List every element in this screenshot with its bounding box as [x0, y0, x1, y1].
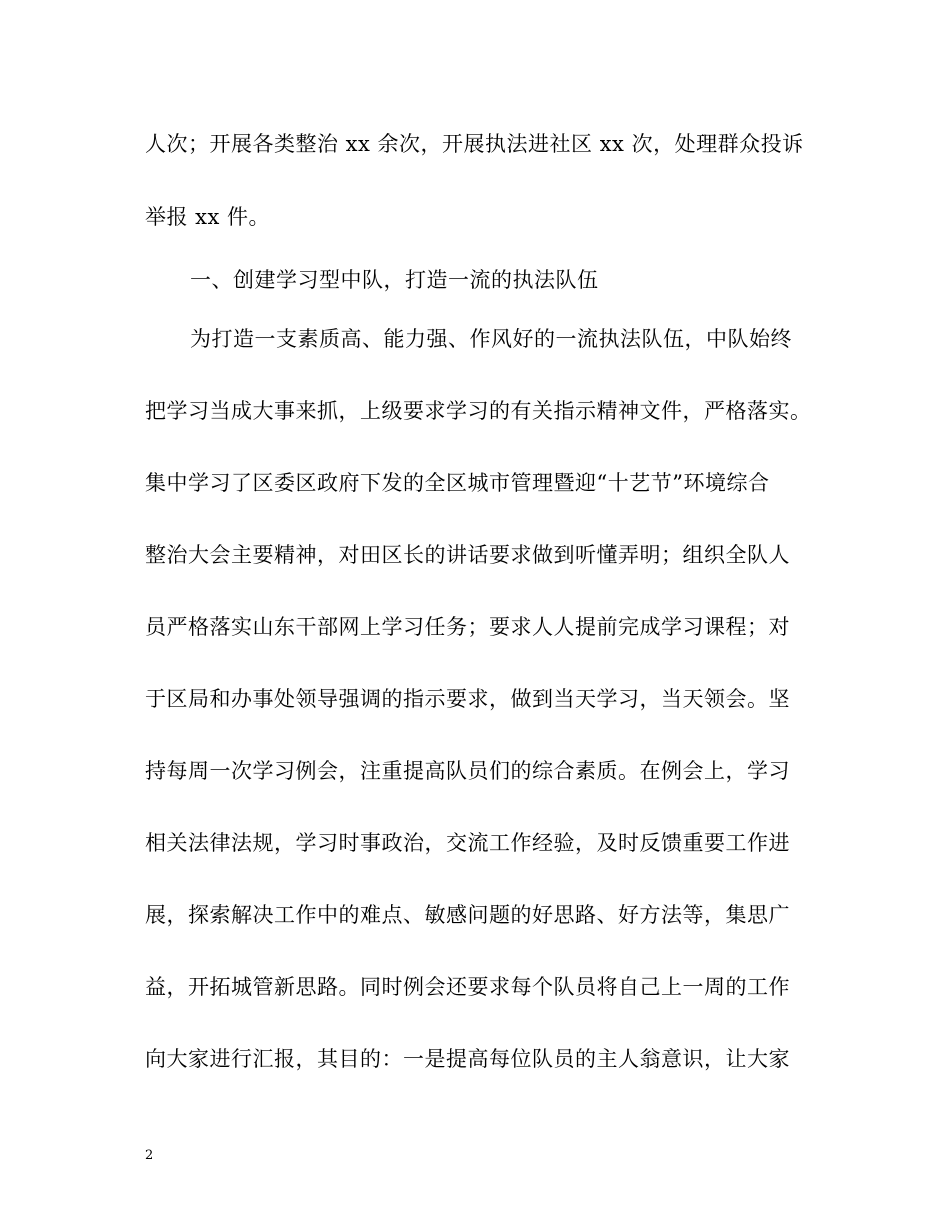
text-line: 举报 xx 件。	[145, 205, 271, 229]
text-line: 于区局和办事处领导强调的指示要求，做到当天学习，当天领会。坚	[145, 687, 790, 711]
text-line: 益，开拓城管新思路。同时例会还要求每个队员将自己上一周的工作	[145, 975, 790, 999]
section-heading: 一、创建学习型中队，打造一流的执法队伍	[190, 268, 599, 292]
text-line: 相关法律法规，学习时事政治，交流工作经验，及时反馈重要工作进	[145, 831, 790, 855]
text-line: 把学习当成大事来抓，上级要求学习的有关指示精神文件，严格落实。	[145, 399, 812, 423]
text-line: 持每周一次学习例会，注重提高队员们的综合素质。在例会上，学习	[145, 759, 790, 783]
text-line: 人次；开展各类整治 xx 余次，开展执法进社区 xx 次，处理群众投诉	[145, 132, 804, 156]
text-line: 为打造一支素质高、能力强、作风好的一流执法队伍，中队始终	[190, 327, 792, 351]
text-line: 员严格落实山东干部网上学习任务；要求人人提前完成学习课程；对	[145, 615, 790, 639]
text-line: 向大家进行汇报，其目的：一是提高每位队员的主人翁意识，让大家	[145, 1047, 790, 1071]
page-number: 2	[145, 1148, 154, 1163]
text-line: 整治大会主要精神，对田区长的讲话要求做到听懂弄明；组织全队人	[145, 543, 790, 567]
text-line: 集中学习了区委区政府下发的全区城市管理暨迎“十艺节”环境综合	[145, 471, 770, 495]
text-line: 展，探索解决工作中的难点、敏感问题的好思路、好方法等，集思广	[145, 903, 790, 927]
